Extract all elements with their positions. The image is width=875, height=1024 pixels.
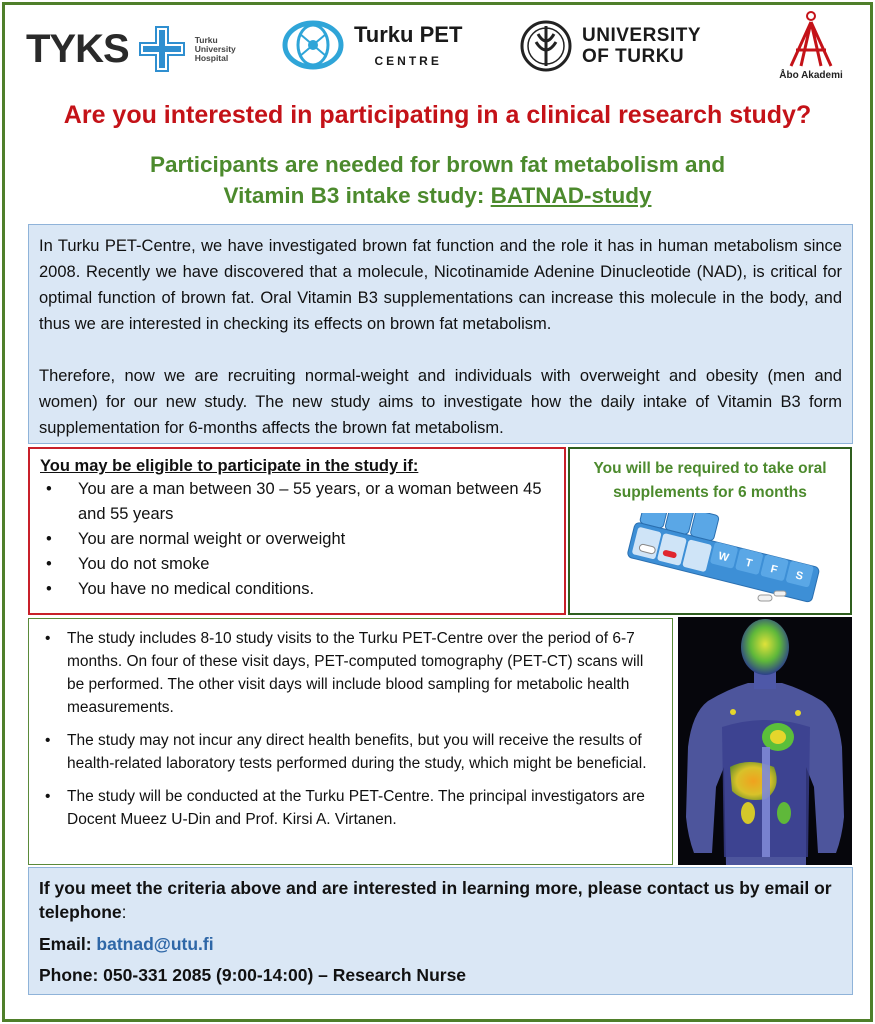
contact-email-row xyxy=(39,934,842,955)
email-label: Email: xyxy=(39,934,97,954)
subtitle-line1: Participants are needed for brown fat metabolism and xyxy=(149,152,726,177)
university-of-turku-logo xyxy=(520,18,701,74)
pill-organizer-icon xyxy=(618,513,828,613)
abo-akademi-emblem-icon xyxy=(783,10,839,68)
study-details-box xyxy=(28,618,673,865)
turku-pet-centre-logo xyxy=(282,14,462,76)
abo-akademi-name: Åbo Akademi xyxy=(779,70,843,81)
abo-akademi-logo xyxy=(776,10,846,81)
study-detail-item: • The study may not incur any direct health benefits, but you will receive the results of health-related laboratory tests performed during the study, which might be beneficial. xyxy=(39,729,662,775)
subtitle-line2 xyxy=(0,180,875,211)
eligibility-box xyxy=(28,447,566,615)
study-detail-item: • The study will be conducted at the Turku PET-Centre. The principal investigators are Docent Mueez U-Din and Prof. Kirsi A. Virtanen. xyxy=(39,785,662,831)
utu-seal-icon xyxy=(520,18,572,74)
study-name: BATNAD-study xyxy=(490,183,652,208)
contact-box xyxy=(28,867,853,995)
pet-centre-sub: CENTRE xyxy=(374,54,442,68)
tyks-logo xyxy=(26,24,236,74)
eligibility-item: • You have no medical conditions. xyxy=(40,577,554,602)
pillbox-day-label: W xyxy=(717,550,731,565)
main-title: Are you interested in participating in a clinical research study? xyxy=(63,101,812,129)
pet-ct-body-illustration xyxy=(678,617,852,865)
contact-intro-colon: : xyxy=(121,902,127,922)
oral-supplement-box xyxy=(568,447,852,615)
tyks-subtitle xyxy=(195,36,236,63)
eligibility-item: • You are a man between 30 – 55 years, or a woman between 45 and 55 years xyxy=(40,477,554,527)
utu-line1: UNIVERSITY xyxy=(582,25,702,46)
oral-line1: You will be required to take oral xyxy=(593,460,827,477)
subtitle-prefix: Vitamin B3 intake study: xyxy=(223,183,491,208)
subtitle xyxy=(0,149,875,211)
pillbox-day-label: F xyxy=(769,563,779,577)
eligibility-item: • You are normal weight or overweight xyxy=(40,527,554,552)
intro-paragraph-1: In Turku PET-Centre, we have investigated brown fat function and the role it has in human metabolism since 2008. Recently we have discovered that a molecule, Nicotinamide Adenine Dinucleotide (NAD), is critical for optimal function of brown fat. Oral Vitamin B3 supplementations can increase this molecule in the body, and thus we are interested in checking its effects on brown fat metabolism. xyxy=(39,237,842,333)
eligibility-item: • You do not smoke xyxy=(40,552,554,577)
email-link[interactable]: batnad@utu.fi xyxy=(96,934,214,954)
contact-intro-text: If you meet the criteria above and are interested in learning more, please contact us by email or telephone xyxy=(39,878,832,922)
logo-bar xyxy=(0,0,875,90)
utu-line2: OF TURKU xyxy=(582,46,685,67)
eligibility-heading: You may be eligible to participate in the study if: xyxy=(40,457,419,475)
intro-paragraph-2: Therefore, now we are recruiting normal-weight and individuals with overweight and obesity (men and women) for our new study. The new study aims to investigate how the daily intake of Vitamin B3 form supplementation for 6-months affects the brown fat metabolism. xyxy=(39,367,842,437)
intro-box xyxy=(28,224,853,444)
pillbox-day-label: T xyxy=(744,556,754,571)
pillbox-day-label: S xyxy=(794,569,805,583)
tyks-wordmark: TYKS xyxy=(26,26,129,71)
tyks-cross-icon xyxy=(137,24,187,74)
pet-ct-scan-image xyxy=(678,617,852,865)
tyks-sub-line: Turku xyxy=(194,34,218,45)
oral-line2: supplements for 6 months xyxy=(613,484,807,501)
contact-intro xyxy=(39,876,842,924)
pet-centre-emblem-icon xyxy=(282,14,344,76)
oral-supplement-text xyxy=(570,457,850,505)
study-detail-item: • The study includes 8-10 study visits to the Turku PET-Centre over the period of 6-7 months. On four of these visit days, PET-computed tomography (PET-CT) scans will be performed. The other visit days will include blood sampling for metabolic health measurements. xyxy=(39,627,662,719)
tyks-sub-line: University xyxy=(194,43,236,54)
tyks-sub-line: Hospital xyxy=(194,52,229,63)
pet-centre-name: Turku PET xyxy=(354,22,463,47)
contact-phone: Phone: 050-331 2085 (9:00-14:00) – Research Nurse xyxy=(39,965,467,985)
